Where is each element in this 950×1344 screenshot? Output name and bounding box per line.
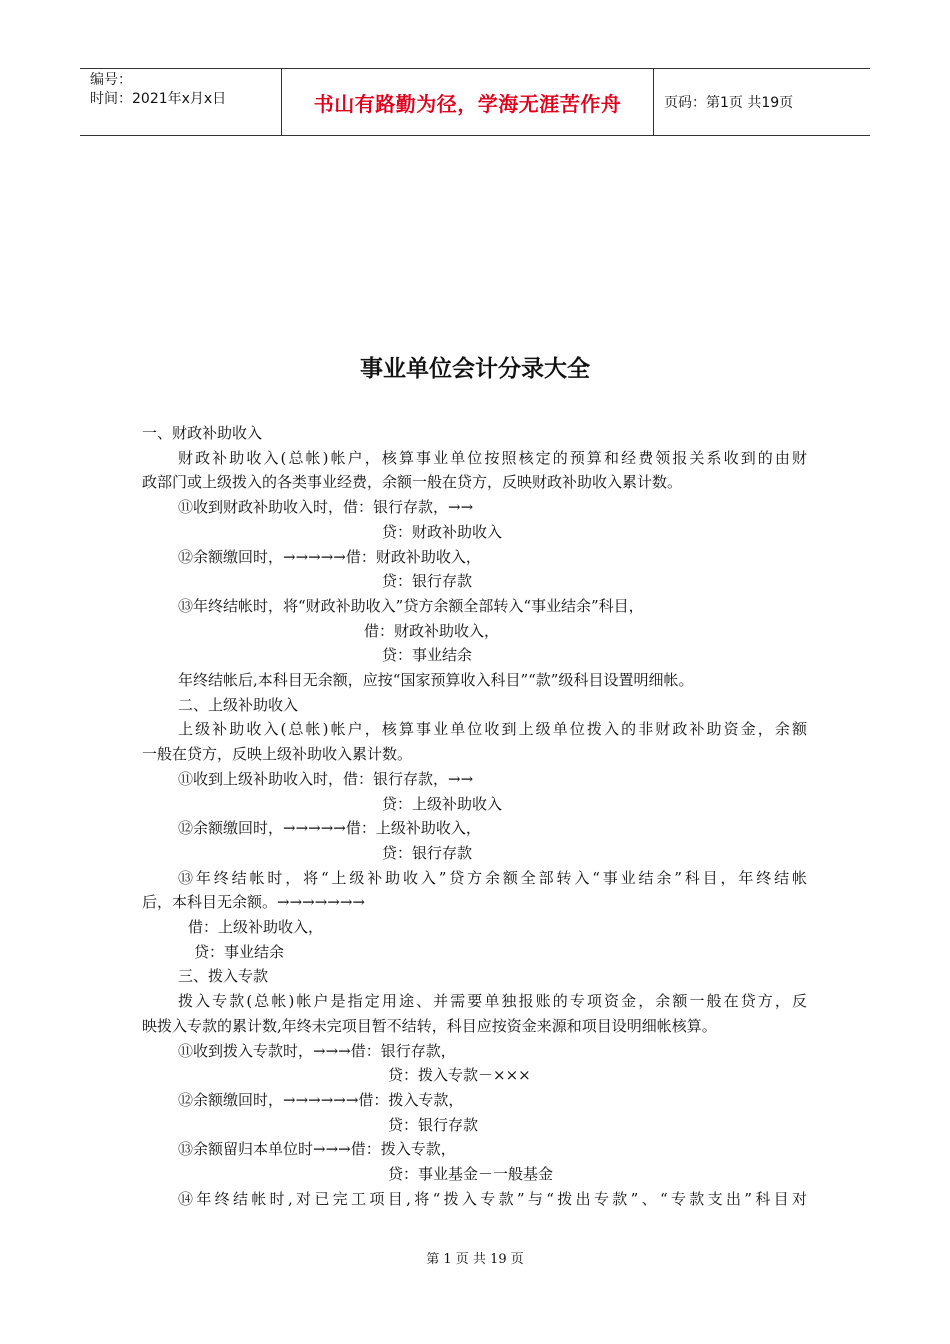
page-info: 页码：第1页 共19页 [664,95,794,111]
paragraph-line: 一般在贷方，反映上级补助收入累计数。 [142,745,413,764]
paragraph-line: 贷：财政补助收入 [382,522,503,541]
paragraph-line: ⑬余额留归本单位时→→→借：拨入专款， [178,1140,456,1159]
paragraph-line: 贷：银行存款 [388,1115,479,1134]
paragraph-line: 映拨入专款的累计数,年终未完项目暂不结转，科目应按资金来源和项目设明细帐核算。 [142,1016,717,1035]
motto: 书山有路勤为径，学海无涯苦作舟 [313,91,622,116]
paragraph-line: ⑬年终结帐时，将“上级补助收入”贷方余额全部转入“事业结余”科目，年终结帐 [178,868,807,887]
paragraph-line: 财政补助收入(总帐)帐户，核算事业单位按照核定的预算和经费领报关系收到的由财 [178,448,807,467]
paragraph-line: 贷：事业基金－一般基金 [388,1165,554,1184]
paragraph-line: 一、财政补助收入 [142,424,263,442]
paragraph-line: 贷：银行存款 [382,843,473,862]
paragraph-line: 年终结帐后,本科目无余额，应按“国家预算收入科目”“款”级科目设置明细帐。 [178,671,694,690]
number-label: 编号： [90,72,132,88]
paragraph-line: ⑬年终结帐时，将“财政补助收入”贷方余额全部转入“事业结余”科目， [178,596,644,615]
paragraph-line: ⑫余额缴回时，→→→→→→借：拨入专款， [178,1090,464,1109]
paragraph-line: ⑭年终结帐时,对已完工项目,将“拨入专款”与“拨出专款”、“专款支出”科目对 [178,1189,807,1208]
paragraph-line: 上级补助收入(总帐)帐户，核算事业单位收到上级单位拨入的非财政补助资金，余额 [178,720,807,739]
paragraph-line: ⑪收到拨入专款时，→→→借：银行存款， [178,1041,456,1060]
header-meta [80,69,282,135]
page-footer: 第 1 页 共 19 页 [426,1252,524,1267]
paragraph-line: ⑪收到财政补助收入时，借：银行存款，→→ [178,498,474,517]
paragraph-line: 后，本科目无余额。→→→→→→→ [142,893,365,912]
paragraph-line: 贷：拨入专款－××× [388,1066,531,1085]
paragraph-line: 借：上级补助收入， [188,918,324,937]
paragraph-line: 贷：银行存款 [382,572,473,591]
paragraph-line: 拨入专款(总帐)帐户是指定用途、并需要单独报账的专项资金，余额一般在贷方，反 [178,992,807,1011]
paragraph-line: 二、上级补助收入 [178,695,299,714]
paragraph-line: 贷：事业结余 [194,942,285,961]
paragraph-line: 贷：事业结余 [382,646,473,665]
paragraph-line: 政部门或上级拨入的各类事业经费，余额一般在贷方，反映财政补助收入累计数。 [142,473,683,492]
paragraph-line: ⑫余额缴回时，→→→→→借：财政补助收入， [178,547,481,566]
document-body [142,421,807,1212]
paragraph-line: ⑪收到上级补助收入时，借：银行存款，→→ [178,769,474,788]
paragraph-line: 三、拨入专款 [178,967,269,986]
header-motto-cell [282,69,654,135]
paragraph-line: 贷：上级补助收入 [382,794,503,813]
page-header [80,68,870,136]
date-label: 时间：2021年x月x日 [90,91,227,107]
paragraph-line: ⑫余额缴回时，→→→→→借：上级补助收入， [178,819,481,838]
header-page-info [654,69,870,135]
paragraph-line: 借：财政补助收入， [364,621,500,640]
document-title: 事业单位会计分录大全 [360,356,590,382]
